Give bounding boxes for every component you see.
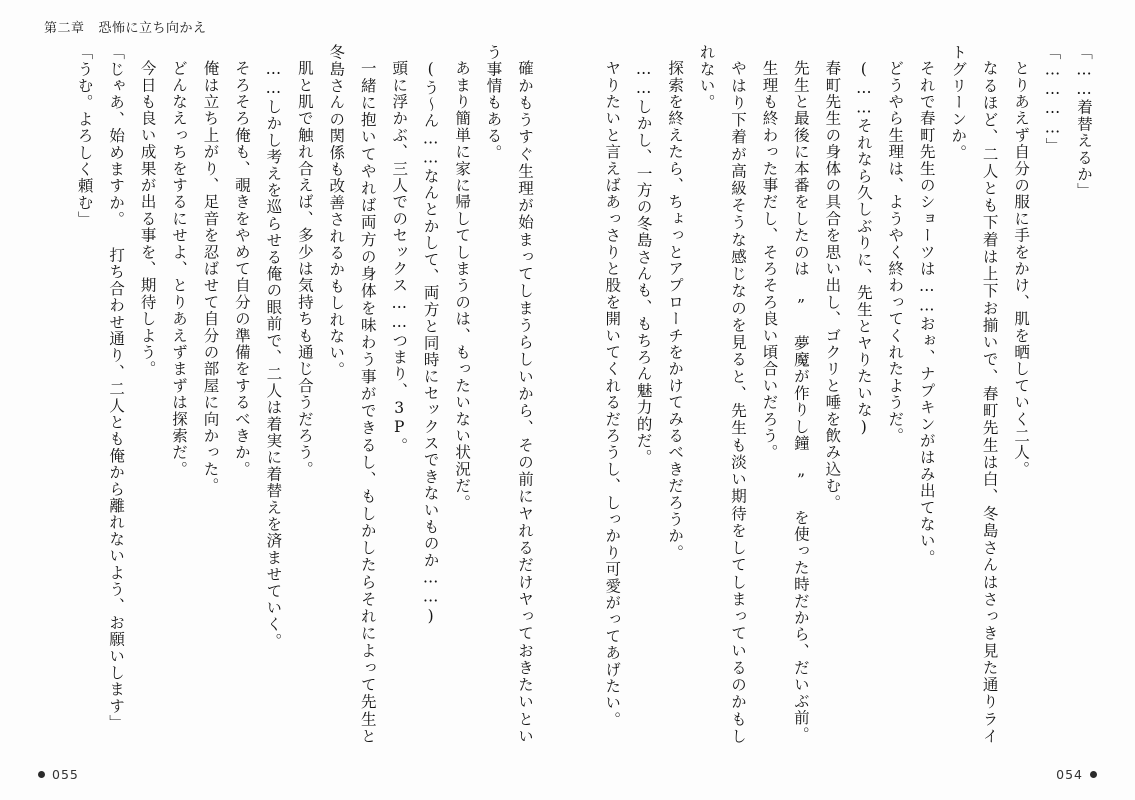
left-page-body (70, 44, 540, 744)
paragraph: 「…………」 (1043, 44, 1062, 155)
paragraph: どうやら生理は、ようやく終わってくれたようだ。 (886, 59, 905, 444)
paragraph: そろそろ俺も、覗きをやめて自分の準備をするべきか。 (232, 59, 251, 477)
paragraph: ヤりたいと言えばあっさりと股を開いてくれるだろうし、しっかり可愛がってあげたい。 (603, 59, 622, 728)
folio-dot-icon (38, 771, 45, 778)
paragraph: どんなえっちをするにせよ、とりあえずまずは探索だ。 (170, 59, 189, 477)
page-gutter-divider (567, 0, 568, 800)
paragraph: 今日も良い成果が出る事を、期待しよう。 (138, 59, 157, 377)
paragraph: とりあえず自分の服に手をかけ、肌を晒していく二人。 (1012, 59, 1031, 477)
paragraph: 探索を終えたら、ちょっとアプローチをかけてみるべきだろうか。 (666, 59, 685, 561)
paragraph: それで春町先生のショーツは……おぉ、ナプキンがはみ出てない。 (917, 59, 936, 566)
paragraph: (う～ん……なんとかして、両方と同時にセックスできないものか……) (421, 59, 440, 626)
paragraph: 頭に浮かぶ、三人でのセックス……つまり、3P。 (390, 59, 409, 454)
paragraph: 「うむ。よろしく頼む」 (75, 44, 94, 228)
folio-dot-icon (1090, 771, 1097, 778)
paragraph: 春町先生の身体の具合を思い出し、ゴクリと唾を飲み込む。 (823, 59, 842, 511)
paragraph: (……それなら久しぶりに、先生とヤりたいな) (854, 59, 873, 437)
paragraph: 先生と最後に本番をしたのは ” 夢魔が作りし鐘 ” を使った時だから、だいぶ前。 (791, 59, 810, 743)
paragraph: ……しかし、一方の冬島さんも、もちろん魅力的だ。 (634, 59, 653, 466)
folio-number: 054 (1056, 767, 1083, 782)
paragraph: 俺は立ち上がり、足音を忍ばせて自分の部屋に向かった。 (201, 59, 220, 494)
paragraph: 「じゃあ、始めますか。 打ち合わせ通り、二人とも俺から離れないよう、お願いします」 (107, 44, 126, 732)
folio-left-page (38, 767, 79, 782)
paragraph: あまり簡単に家に帰してしまうのは、もったいない状況だ。 (453, 59, 472, 511)
paragraph: 「……着替えるか」 (1075, 44, 1093, 200)
paragraph: 確かもうすぐ生理が始まってしまうらしいから、その前にヤれるだけヤっておきたいという事情もある。 (484, 44, 534, 744)
paragraph: 一緒に抱いてやれば両方の身体を味わう事ができるし、もしかしたらそれによって先生と冬島さんの関係も改善されるかもしれない。 (327, 44, 377, 744)
running-head-title: 恐怖に立ち向かえ (98, 21, 207, 36)
paragraph: なるほど、二人とも下着は上下お揃いで、春町先生は白、冬島さんはさっき見た通りライトグリーンか。 (949, 44, 999, 744)
paragraph: ……しかし考えを巡らせる俺の眼前で、二人は着実に着替えを済ませていく。 (264, 59, 283, 649)
running-head (44, 17, 207, 36)
paragraph: 生理も終わった事だし、そろそろ良い頃合いだろう。 (760, 59, 779, 461)
right-page-body (603, 44, 1099, 744)
folio-number: 055 (52, 767, 79, 782)
folio-right-page (1056, 767, 1097, 782)
running-head-chapter: 第二章 (44, 21, 85, 36)
paragraph: 肌と肌で触れ合えば、多少は気持ちも通じ合うだろう。 (295, 59, 314, 477)
paragraph: やはり下着が高級そうな感じなのを見ると、先生も淡い期待をしてしまっているのかもしれない。 (697, 44, 748, 744)
